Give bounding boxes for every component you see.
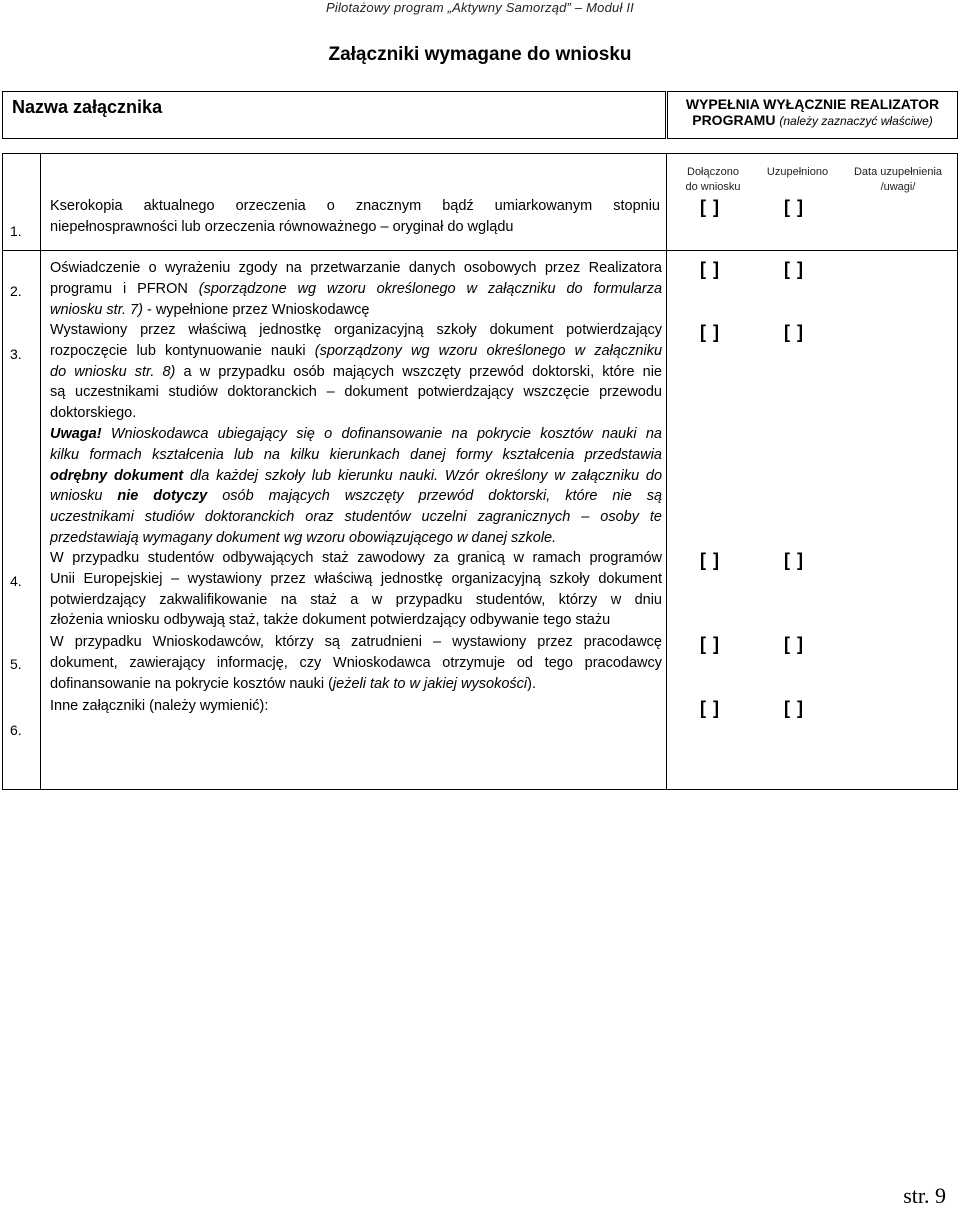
- row-4-supplemented-checkbox[interactable]: [ ]: [784, 550, 804, 570]
- row-number: 5.: [10, 656, 22, 672]
- row-2-supplemented-checkbox[interactable]: [ ]: [784, 259, 804, 279]
- row-3-text: Wystawiony przez właściwą jednostkę organizacyjną szkoły dokument potwierdzający rozpoczęcie lub kontynuowanie nauki (sporządzony wg wzoru określonego w załączniku do wniosku str. 8) a w przypadku osób mających wszczęty przewód doktorski, które nie są uczestnikami studiów doktoranckich – dokument potwierdzający wszczęcie przewodu doktorskiego. Uwaga! Wnioskodawca ubiegający się o dofinansowanie na pokrycie kosztów nauki na kilku formach kształcenia lub na kilku kierunkach danej formy kształcenia przedstawia odrębny dokument dla każdej szkoły lub kierunku nauki. Wzór określony w załączniku do wniosku nie dotyczy osób mających wszczęty przewód doktorski, które nie są uczestnikami studiów doktoranckich oraz studentów uczelni zagranicznych – osoby te przedstawiają wymagany dokument wg wzoru obowiązującego w danej szkole.: [50, 322, 663, 546]
- attached-column-label: Dołączono do wniosku: [685, 166, 741, 193]
- row-1-text: Kserokopia aktualnego orzeczenia o znacznym bądź umiarkowanym stopniu niepełnosprawności lub orzeczenia równoważnego – oryginał do wglądu: [50, 198, 660, 235]
- row-number: 2.: [10, 283, 22, 299]
- row-4-text: W przypadku studentów odbywających staż zawodowy za granicą w ramach programów Unii Europejskiej – wystawiony przez właściwą jednostkę organizacyjną szkoły dokument potwierdzający zakwalifikowanie na staż a w przypadku studentów, którzy w dniu złożenia wniosku odbywają staż, także dokument potwierdzający odbywanie tego stażu: [50, 550, 662, 629]
- name-column-label: Nazwa załącznika: [12, 97, 163, 117]
- realizator-header: [667, 91, 958, 139]
- column-divider: [666, 153, 667, 790]
- row-2-text: Oświadczenie o wyrażeniu zgody na przetwarzanie danych osobowych przez Realizatora programu i PFRON (sporządzone wg wzoru określonego w załączniku do formularza wniosku str. 7) - wypełnione przez Wnioskodawcę: [50, 260, 663, 318]
- row-5-supplemented-checkbox[interactable]: [ ]: [784, 634, 804, 654]
- row-6-supplemented-checkbox[interactable]: [ ]: [784, 698, 804, 718]
- row-5-text: W przypadku Wnioskodawców, którzy są zatrudnieni – wystawiony przez pracodawcę dokument, zawierający informację, czy Wnioskodawca otrzymuje od tego pracodawcy dofinansowanie na pokrycie kosztów nauki (jeżeli tak to w jakiej wysokości).: [50, 634, 662, 692]
- row-3-attached-checkbox[interactable]: [ ]: [700, 322, 720, 342]
- row-number: 6.: [10, 722, 22, 738]
- running-header: Pilotażowy program „Aktywny Samorząd” – Moduł II: [326, 0, 634, 15]
- row-2-attached-checkbox[interactable]: [ ]: [700, 259, 720, 279]
- realizator-line2: PROGRAMU (należy zaznaczyć właściwe): [692, 112, 933, 128]
- row-number: 1.: [10, 223, 22, 239]
- supplemented-column-label: Uzupełniono: [766, 166, 829, 178]
- page-number: str. 9: [903, 1183, 946, 1208]
- row-divider: [2, 250, 958, 251]
- date-column-label: Data uzupełnienia /uwagi/: [853, 166, 943, 193]
- row-4-attached-checkbox[interactable]: [ ]: [700, 550, 720, 570]
- row-1-supplemented-checkbox[interactable]: [ ]: [784, 197, 804, 217]
- realizator-line1: WYPEŁNIA WYŁĄCZNIE REALIZATOR: [685, 96, 940, 112]
- row-3-supplemented-checkbox[interactable]: [ ]: [784, 322, 804, 342]
- document-title: Załączniki wymagane do wniosku: [328, 44, 632, 65]
- row-6-attached-checkbox[interactable]: [ ]: [700, 698, 720, 718]
- name-column-header: [2, 91, 666, 139]
- column-divider: [40, 153, 41, 790]
- row-number: 3.: [10, 346, 22, 362]
- row-1-attached-checkbox[interactable]: [ ]: [700, 197, 720, 217]
- row-6-text: Inne załączniki (należy wymienić):: [50, 698, 269, 714]
- row-number: 4.: [10, 573, 22, 589]
- row-5-attached-checkbox[interactable]: [ ]: [700, 634, 720, 654]
